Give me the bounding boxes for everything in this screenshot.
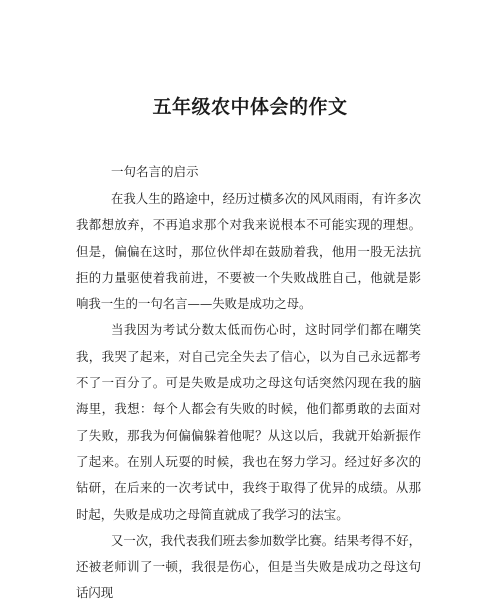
essay-body	[76, 186, 421, 607]
paragraph: 当我因为考试分数太低而伤心时，这时同学们都在嘲笑我，我哭了起来，对自己完全失去了信心，以为自己永远都考不了一百分了。可是失败是成功之母这句话突然闪现在我的脑海里，我想：每个人都会有失败的时候，他们都勇敢的去面对了失败，那我为何偏偏躲着他呢？从这以后，我就开始新振作了起来。在别人玩耍的时候，我也在努力学习。经过好多次的钻研，在后来的一次考试中，我终于取得了优异的成绩。从那时起，失败是成功之母简直就成了我学习的法宝。	[76, 322, 421, 522]
paragraph: 在我人生的路途中，经历过横多次的风风雨雨，有许多次我都想放弃，不再追求那个对我来说根本不可能实现的理想。但是，偏偏在这时，那位伙伴却在鼓励着我，他用一股无法抗拒的力量驱使着我前进，不要被一个失败战胜自己，他就是影响我一生的一句名言——失败是成功之母。	[76, 191, 421, 312]
essay-subheading: 一句名言的启示	[111, 164, 199, 179]
document-title: 五年级农中体会的作文	[152, 96, 348, 118]
paragraph: 又一次，我代表我们班去参加数学比赛。结果考得不好，还被老师训了一顿，我很是伤心，但是当失败是成功之母这句话闪现	[76, 532, 421, 601]
